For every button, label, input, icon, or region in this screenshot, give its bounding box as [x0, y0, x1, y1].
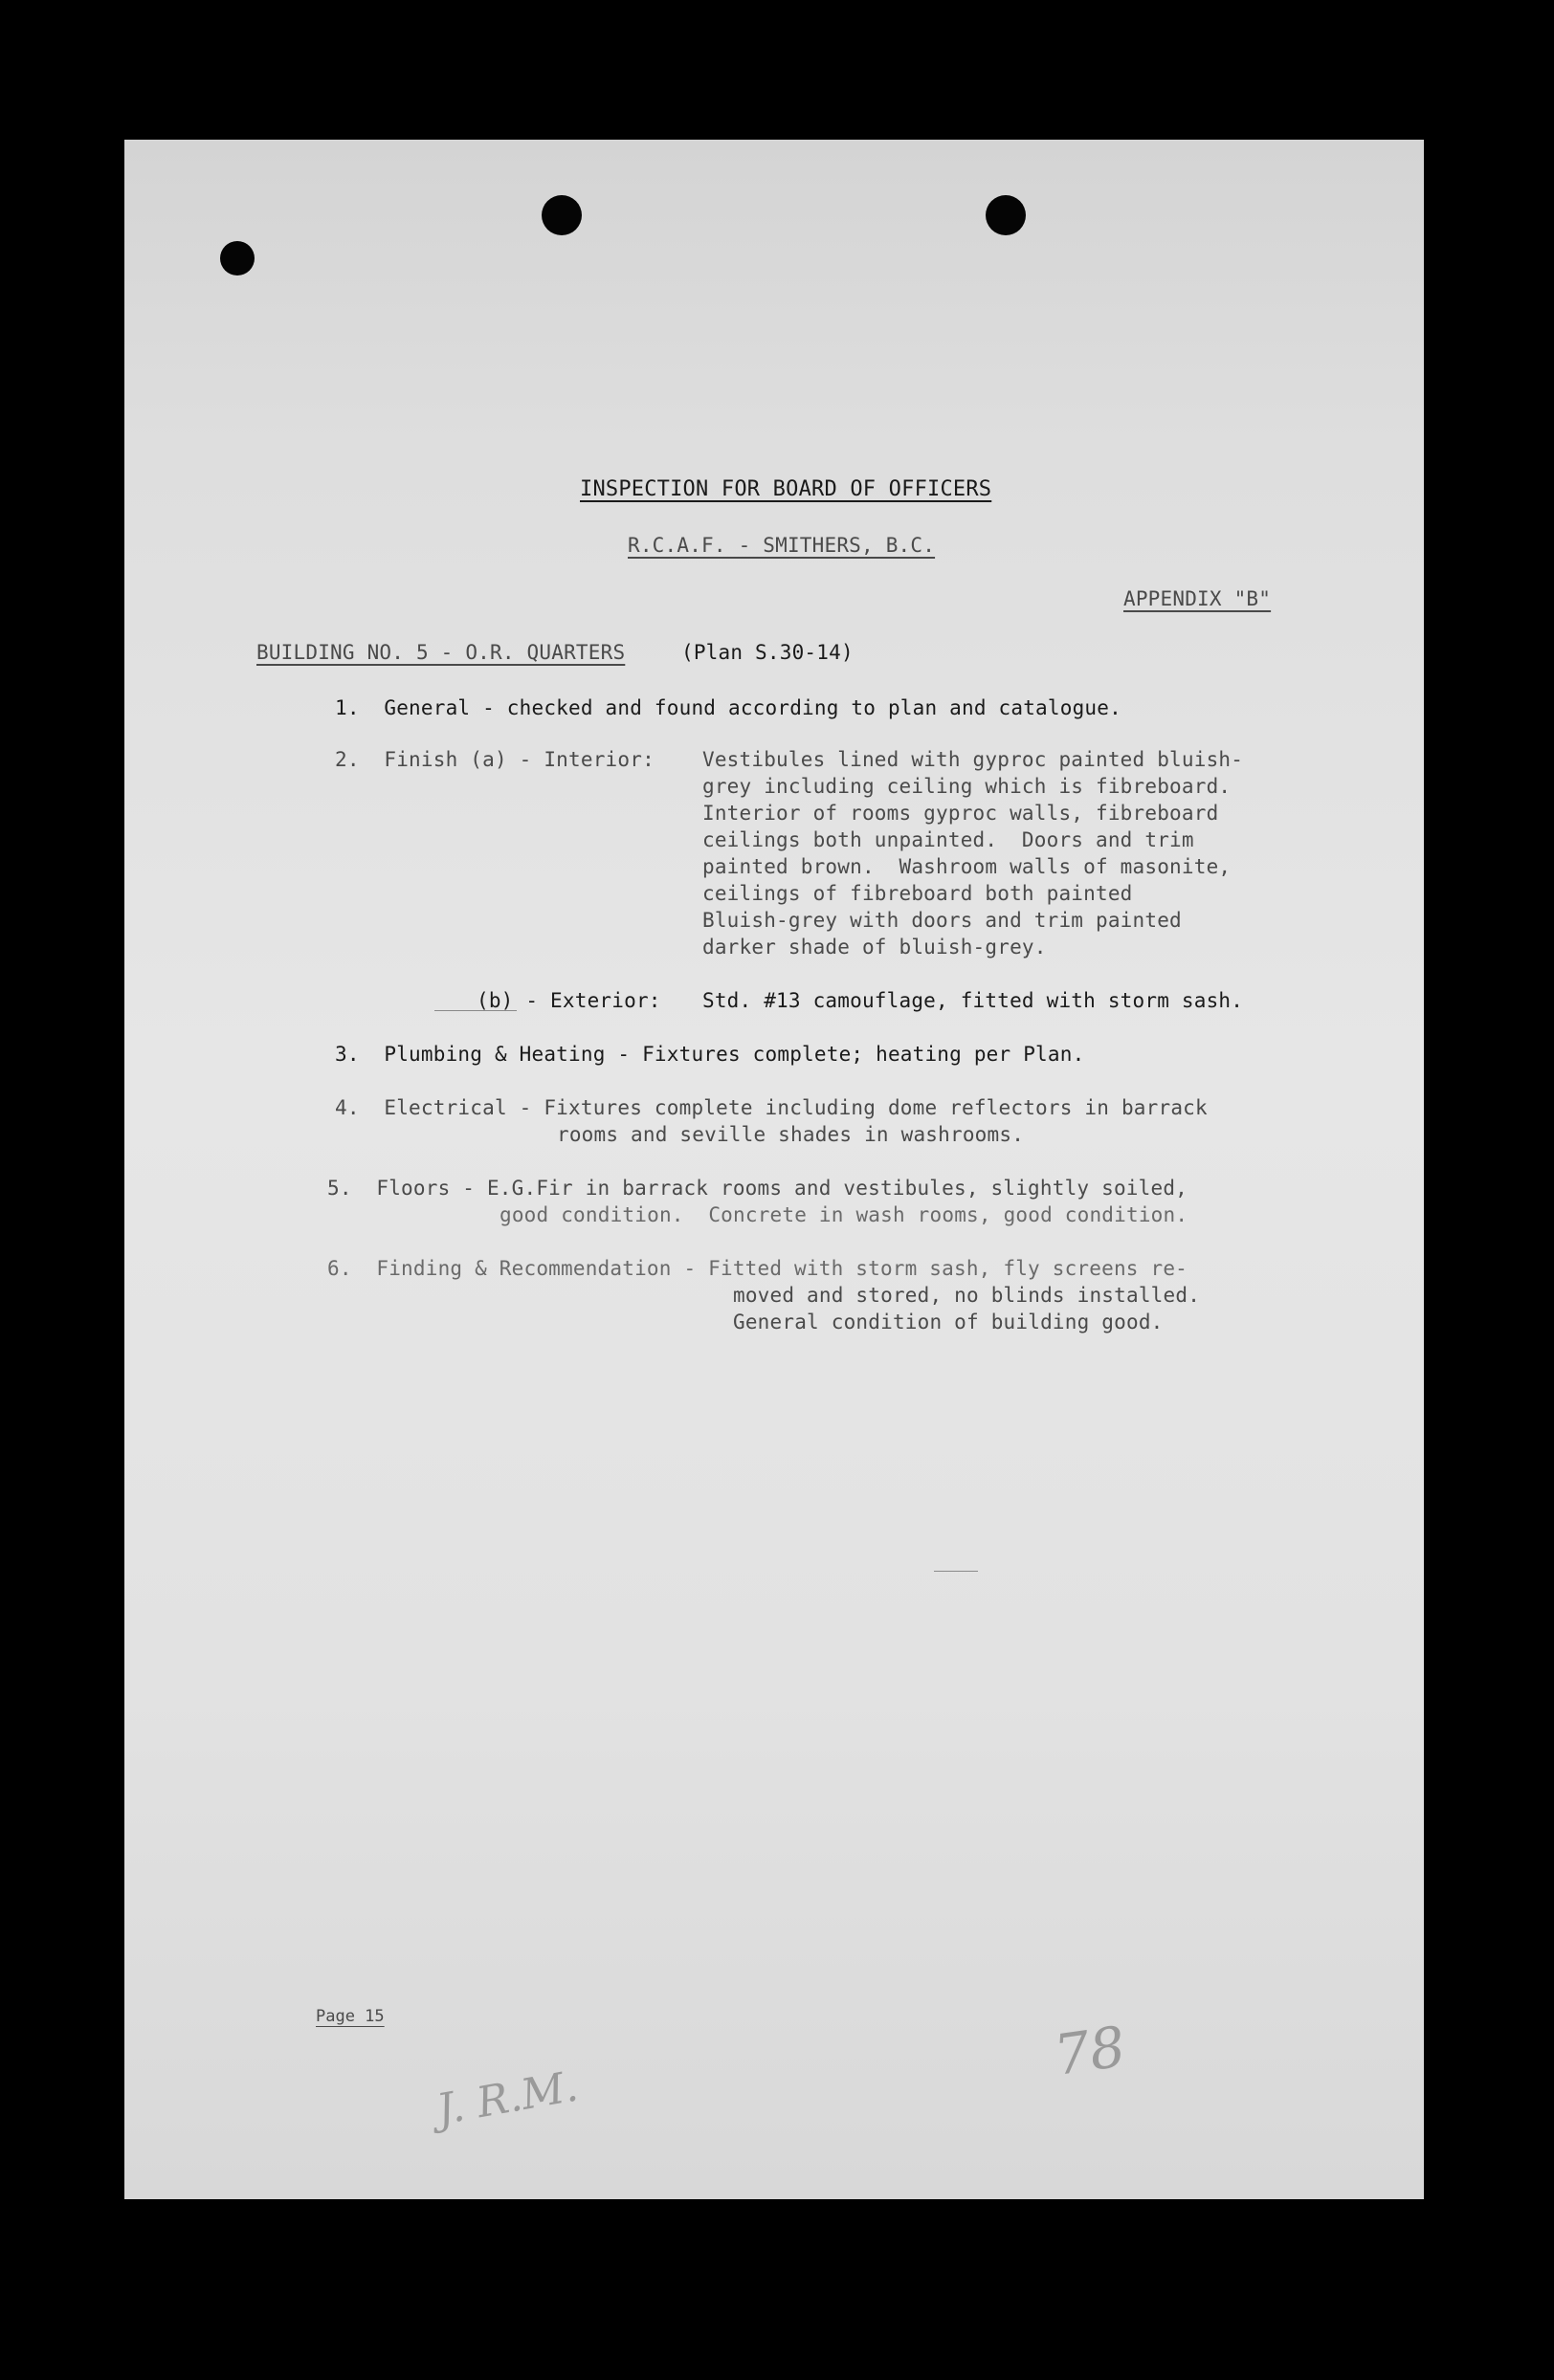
- item-finding-line-3: General condition of building good.: [733, 1311, 1164, 1333]
- finish-interior-line: Interior of rooms gyproc walls, fibreboard: [702, 802, 1219, 825]
- document-title: INSPECTION FOR BOARD OF OFFICERS: [580, 477, 992, 501]
- finish-interior-line: grey including ceiling which is fibreboard.: [702, 775, 1232, 798]
- finish-interior-line: ceilings of fibreboard both painted: [702, 882, 1133, 905]
- handwritten-number: 78: [1050, 2014, 1130, 2088]
- item-electrical-line-1: 4. Electrical - Fixtures complete including dome reflectors in barrack: [335, 1096, 1208, 1119]
- stray-mark: [934, 1571, 978, 1572]
- handwritten-initials: J. R.M.: [433, 2061, 582, 2135]
- plan-reference: (Plan S.30-14): [681, 641, 854, 664]
- item-general: 1. General - checked and found according to plan and catalogue.: [335, 696, 1121, 719]
- item-plumbing: 3. Plumbing & Heating - Fixtures complete; heating per Plan.: [335, 1043, 1085, 1066]
- document-subtitle: R.C.A.F. - SMITHERS, B.C.: [628, 534, 936, 557]
- item-floors-line-2: good condition. Concrete in wash rooms, good condition.: [500, 1203, 1188, 1226]
- finish-interior-line: Vestibules lined with gyproc painted bluish-: [702, 748, 1244, 771]
- item-electrical-line-2: rooms and seville shades in washrooms.: [557, 1123, 1025, 1146]
- finish-interior-line: ceilings both unpainted. Doors and trim: [702, 828, 1194, 851]
- page-number: Page 15: [316, 2007, 385, 2026]
- item-finding-line-1: 6. Finding & Recommendation - Fitted with storm sash, fly screens re-: [327, 1257, 1188, 1280]
- item-finding-line-2: moved and stored, no blinds installed.: [733, 1284, 1201, 1307]
- finish-interior-line: Bluish-grey with doors and trim painted: [702, 909, 1182, 932]
- item-finish-label: 2. Finish (a) - Interior:: [335, 748, 655, 771]
- finish-interior-line: darker shade of bluish-grey.: [702, 936, 1047, 959]
- appendix-label: APPENDIX "B": [1123, 587, 1272, 610]
- finish-interior-line: painted brown. Washroom walls of masonite,: [702, 855, 1232, 878]
- document-page: [124, 140, 1424, 2199]
- item-exterior-text: Std. #13 camouflage, fitted with storm sash.: [702, 989, 1244, 1012]
- punch-hole-left: [542, 195, 582, 235]
- punch-hole-right: [986, 195, 1026, 235]
- item-exterior-label: (b) - Exterior:: [477, 989, 661, 1012]
- item-floors-line-1: 5. Floors - E.G.Fir in barrack rooms and vestibules, slightly soiled,: [327, 1177, 1188, 1200]
- building-label: BUILDING NO. 5 - O.R. QUARTERS: [256, 641, 626, 664]
- punch-hole-corner: [220, 241, 255, 275]
